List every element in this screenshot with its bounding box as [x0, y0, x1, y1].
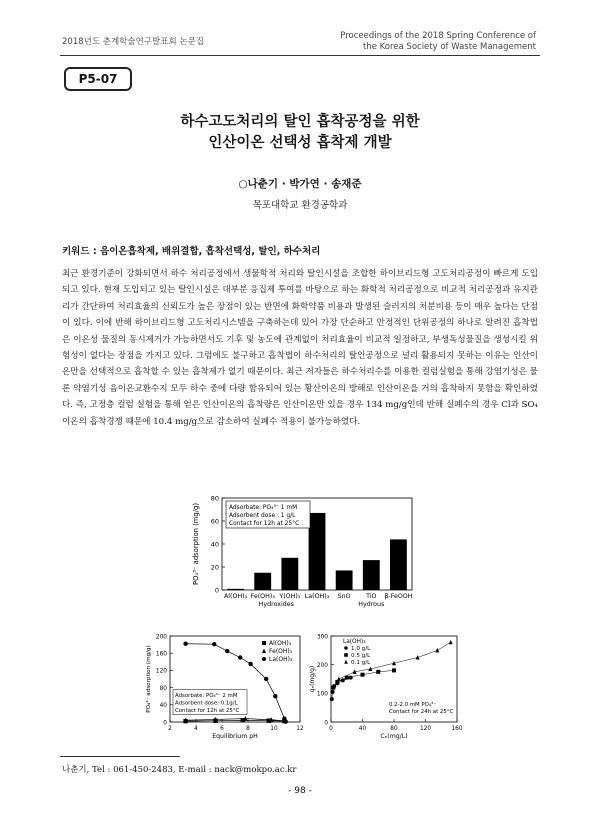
y-tick-label: 0	[324, 720, 328, 727]
x-axis-label: Cₑ(mg/L)	[380, 733, 408, 740]
x-tick-label: 8	[246, 726, 250, 732]
legend-marker	[344, 660, 348, 664]
x-tick-label: 40	[358, 726, 367, 732]
bar	[363, 560, 380, 590]
annotation-text: Adsorbate: PO₄³⁻ 2 mM	[175, 692, 238, 699]
x-tick-label: 2	[168, 726, 172, 732]
annotation-text: Contact for 24h at 25°C	[389, 709, 454, 715]
x-tick-label: 12	[296, 726, 304, 732]
header-right-line1: Proceedings of the 2018 Spring Conference of	[340, 31, 536, 41]
y-tick-label: 300	[316, 634, 328, 641]
y-tick-label: 20	[210, 563, 219, 572]
figure-ph-effect	[140, 630, 310, 745]
x-tick-label: 80	[390, 726, 398, 732]
legend-label: 1.0 g/L	[351, 646, 371, 652]
y-tick-label: 100	[316, 691, 328, 698]
legend-label: Fe(OH)₃	[269, 648, 293, 655]
y-tick-label: 40	[159, 703, 167, 710]
legend-text: Adsorbate: PO₄³⁻ 1 mM	[229, 505, 298, 511]
abstract: 최근 환경기준이 강화되면서 하수 처리공정에서 생물학적 처리와 탈인시설을 조합한 하이브리드형 고도처리공정이 빠르게 도입되고 있다. 현재 도입되고 있는 탈인시설은 대부분 응집제 투여를 바탕으로 하는 화학적 처리공정으로 비교적 처리공정과 유지관리가 간단하여 처리효율의 신뢰도가 높은 장점이 있는 반면에 화학약품 비용과 발생된 슬러지의 처분비용 등이 매우 높다는 단점이 있다. 이에 반해 하이브리드형 고도처리시스템을 구축하는데 있어 가장 단순하고 안정적인 단위공정의 하나로 알려진 흡착법은 이온성 물질의 동시제거가 가능하면서도 기후 및 농도에 관계없이 처리효율이 비교적 일정하고, 부생독성물질을 생성시킬 위험성이 없다는 장점을 가지고 있다. 그럼에도 불구하고 흡착법이 하수처리의 탈인공정으로 널리 활용되지 못하는 이유는 인산이온만을 선택적으로 흡착할 수 있는 흡착제가 없기 때문이다. 최근 저자들은 하수처리수를 이용한 컬럼실험을 통해 강염기성은 물론 약염기성 음이온교환수지 모두 하수 중에 다량 함유되어 있는 황산이온의 방해로 인산이온을 거의 흡착하지 못함을 확인하였다. 즉, 고정층 컬럼 실험을 통해 얻은 인산이온의 흡착량은 인산이온만 있을 경우 134 mg/g인데 반해 실폐수의 경우 Cl과 SO₄이온의 흡착경쟁 때문에 10.4 mg/g으로 감소하여 실폐수 적용이 불가능하였다.	[62, 269, 538, 427]
y-tick-label: 160	[155, 651, 167, 658]
data-point	[273, 694, 277, 698]
x-group-label: Hydroxides	[258, 601, 294, 608]
legend-marker	[262, 649, 266, 653]
legend-text: Contact for 12h at 25°C	[229, 521, 300, 527]
legend-text: Adsorbent dose : 1 g/L	[229, 513, 296, 519]
x-tick-label: 6	[220, 726, 224, 732]
y-tick-label: 60	[210, 517, 219, 526]
y-tick-label: 200	[316, 662, 328, 669]
x-category-label: β-FeOOH	[384, 593, 413, 600]
page-number: - 98 -	[288, 786, 312, 796]
bar	[309, 513, 326, 590]
bar	[227, 589, 244, 590]
legend-marker	[344, 653, 348, 657]
data-point	[284, 719, 288, 723]
annotation-text: 0.2-2.0 mM PO₄³⁻	[389, 702, 437, 708]
legend-title: La(OH)₃	[343, 639, 366, 645]
footnote: 나춘기, Tel : 061-450-2483, E-mail : nack@mokpo.ac.kr	[62, 765, 297, 775]
y-tick-label: 0	[163, 720, 167, 727]
footnote-divider	[60, 756, 180, 757]
title-line1: 하수고도처리의 탈인 흡착공정을 위한	[180, 114, 420, 130]
y-axis-label: qₑ(mg/g)	[309, 665, 316, 693]
legend-label: 0.5 g/L	[351, 653, 371, 659]
x-tick-label: 0	[329, 726, 333, 732]
data-point	[212, 642, 216, 646]
x-category-label: Al(OH)₃	[223, 593, 248, 600]
legend-label: La(OH)₃	[269, 656, 293, 663]
x-tick-label: 160	[451, 726, 463, 732]
x-category-label: Y(OH)₃	[279, 593, 301, 600]
y-axis-label: PO₄³⁻ adsorption (mg/g)	[146, 645, 152, 713]
data-point	[264, 677, 268, 681]
x-category-label: La(OH)₃	[304, 593, 330, 600]
bar	[254, 573, 271, 590]
x-tick-label: 10	[270, 726, 278, 732]
header-divider	[60, 55, 540, 56]
data-point	[449, 640, 453, 644]
annotation-text: Contact for 12h at 25°C	[175, 707, 240, 714]
x-category-label: SnO	[337, 593, 351, 600]
data-point	[183, 642, 187, 646]
annotation-text: Adsorbent dose: 0.1g/L	[175, 700, 238, 707]
y-tick-label: 80	[159, 685, 167, 692]
y-tick-label: 80	[210, 494, 219, 503]
legend-label: 0.1 g/L	[351, 660, 371, 666]
legend-marker	[262, 641, 266, 645]
bar	[281, 558, 298, 590]
session-badge: P5-07	[64, 67, 132, 91]
x-group-label: Hydrous	[358, 601, 385, 608]
header-right-line2: the Korea Society of Waste Management	[362, 42, 536, 52]
y-tick-label: 120	[155, 668, 167, 675]
legend-marker	[262, 657, 266, 661]
authors: ○나춘기 · 박가연 · 송재준	[238, 178, 362, 190]
x-tick-label: 4	[194, 726, 198, 732]
data-point	[248, 662, 252, 666]
title-line2: 인산이온 선택성 흡착제 개발	[208, 135, 392, 151]
y-tick-label: 200	[155, 634, 167, 641]
x-tick-label: 120	[419, 726, 432, 732]
y-axis-label: PO₄³⁻ adsorption (mg/g)	[192, 503, 200, 585]
legend-marker	[344, 646, 348, 650]
x-axis-label: Equilibrium pH	[212, 733, 258, 740]
bar	[390, 539, 407, 590]
legend-label: Al(OH)₃	[269, 640, 292, 647]
figure-adsorbent-comparison	[180, 492, 420, 617]
y-tick-label: 0	[214, 586, 219, 595]
keywords: 키워드 : 음이온흡착제, 배위결합, 흡착선택성, 탈인, 하수처리	[62, 246, 321, 257]
x-category-label: TiO	[366, 593, 377, 600]
affiliation: 목포대학교 환경공학과	[252, 200, 348, 211]
y-tick-label: 40	[210, 540, 219, 549]
data-point	[349, 676, 353, 680]
header-right	[340, 31, 536, 53]
data-point	[225, 649, 229, 653]
data-point	[238, 655, 242, 659]
x-category-label: Fe(OH)₃	[250, 593, 275, 600]
header-left: 2018년도 춘계학술연구발표회 논문집	[62, 37, 204, 47]
figure-isotherm	[305, 630, 465, 745]
bar	[336, 570, 353, 590]
